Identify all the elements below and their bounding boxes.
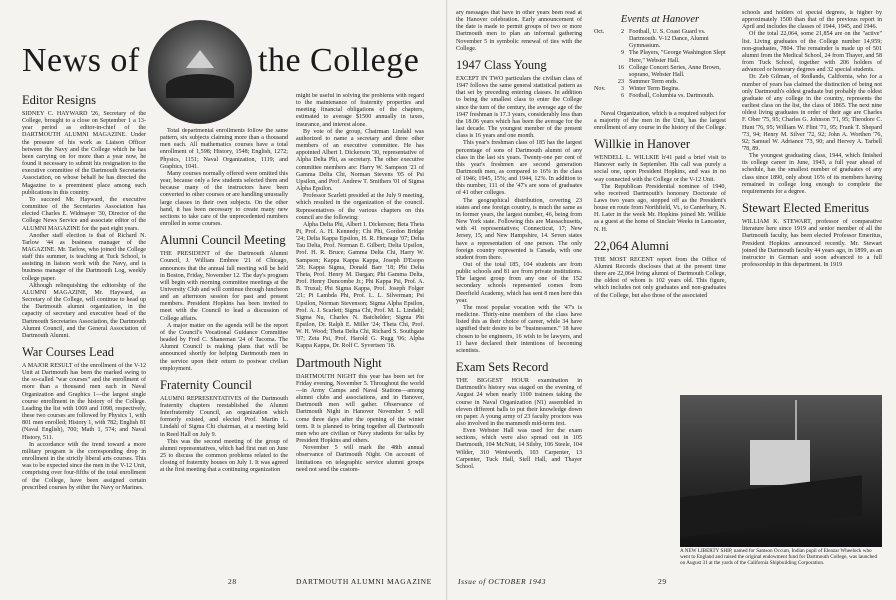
event-text: Football, Columbia vs. Dartmouth. — [629, 93, 715, 100]
left-magazine-name: DARTMOUTH ALUMNI MAGAZINE — [296, 577, 432, 586]
emeritus-p1: WILLIAM K. STEWART, professor of comparative literature here since 1919 and senior member of all the Dartmouth faculty, has been elected Professor Emeritus, President Hopkins announced recently. Mr. Stewart joined the Dartmouth faculty 44 years ago, in 1899, as an instructor in German and soon advanced to a full professorship in this department. In 1919 — [742, 219, 882, 268]
left-page — [0, 0, 447, 600]
event-text: College Concert Series, Anne Brown, soprano, Webster Hall. — [629, 64, 721, 78]
right-issue-date: Issue of OCTOBER 1943 — [458, 577, 547, 586]
right-column-1 — [456, 10, 582, 585]
photo-caption: A NEW LIBERTY SHIP, named for Samson Occum, Indian pupil of Eleazar Wheelock who went to England and raised the original endowment fund for Dartmouth College, was launched on August 31 at the yards of the California Shipbuilding Corporation. — [680, 548, 878, 566]
class-young-p4: Out of the total 185, 104 students are from public schools and 81 are from private institutions. The largest group from any one of the 152 secondary schools represented comes from Deerfield Academy, which has sent 8 men here this year. — [456, 262, 582, 304]
event-month: Nov. — [594, 86, 606, 93]
event-text: The Players, "George Washington Slept Here," Webster Hall. — [629, 50, 726, 64]
event-day: 16 — [617, 64, 624, 71]
event-text: Summer Term ends. — [629, 79, 679, 86]
event-item — [594, 93, 726, 100]
dartmouth-night-heading: Dartmouth Night — [296, 355, 382, 370]
war-courses-heading: War Courses Lead — [22, 345, 115, 359]
enrollment-p1: Total departmental enrollments follow the same pattern, six subjects claiming more than a thousand men each. All mathematics courses have a total enrollment of 1,598; History, 1548; English, 1272; Physics, 1151; Naval Organization, 1119; and Graphics, 1041. — [160, 128, 288, 170]
editor-resigns-heading: Editor Resigns — [22, 93, 96, 107]
left-column-1 — [22, 93, 146, 583]
fraternity-cont-p3: Professor Scarlett presided at the July 9 meeting, which resulted in the organization of the council. Representatives of the various chapters on this council are the following: — [296, 193, 424, 221]
event-item — [594, 86, 726, 93]
liberty-ship-photo — [680, 395, 882, 547]
right-page-number: 29 — [658, 577, 667, 586]
event-month: Oct. — [594, 29, 605, 35]
event-day: 23 — [617, 79, 624, 86]
editor-resigns-p4: Although relinquishing the editorship of the ALUMNI MAGAZINE, Mr. Hayward, as Secretary of the College, will continue to head up the Dartmouth alumni organization, in the capacity of secretary and executive head of the Dartmouth Secretaries Association, the Dartmouth Alumni Council, and the General Association of Dartmouth Alumni. — [22, 282, 146, 339]
alumni-cont-p1: schools and holders of special degrees, is higher by approximately 1500 than that of the previous report in April and includes the classes of 1944, 1945, and 1946. — [742, 10, 882, 31]
event-month — [594, 50, 612, 64]
events-heading: Events at Hanover — [620, 14, 700, 25]
class-young-heading: 1947 Class Young — [456, 57, 547, 72]
alumni-count-p1: THE MOST RECENT report from the Office of Alumni Records discloses that at the present time there are 22,064 living alumni of Dartmouth College, the oldest of whom is 102 years old. This figure, which includes not only graduates and non-graduates of the College, but also those of the associated — [594, 256, 726, 299]
willkie-heading: Willkie in Hanover — [594, 137, 690, 152]
alumni-council-p2: A major matter on the agenda will be the report of the Council's Vocational Guidance Committee headed by Fred C. Shaneman '24 of Tacoma. The Alumni Council is making plans that will be announced shortly for helping Dartmouth men in the service upon their return to postwar civilian employment. — [160, 322, 288, 372]
alumni-cont-p4: The youngest graduating class, 1944, which finished its college career in June, 1943, a full year ahead of schedule, has the smallest number of graduates of any class since 1890, only about 16% of its members having remained in college long enough to complete the requirements for a degree. — [742, 153, 882, 195]
event-month — [594, 93, 612, 100]
fraternity-council-p1: ALUMNI REPRESENTATIVES of the Dartmouth fraternity chapters reestablished the Alumni Interfraternity Council, an organization which formerly existed, and elected Prof. Martin L. Lindahl of Sigma Chi chairman, at a meeting held in Reed Hall on July 9. — [160, 395, 288, 438]
event-text: Football, U. S. Coast Guard vs. Dartmouth. V-12 Dance, Alumni Gymnasium. — [629, 29, 709, 50]
event-day: 2 — [620, 29, 624, 35]
fraternity-cont-p2: By vote of the group, Chairman Lindahl was authorized to name a secretary and three other members of an executive committee. He has appointed Albert I. Dickerson '30, representative of Alpha Delta Phi, as secretary. The other executive committee members are: Harry W. Sampson '21 of Gamma Delta Chi, Norman Stevens '05 of Psi Upsilon, and Prof. Andrew T. Smithers '01 of Sigma Alpha Epsilon. — [296, 128, 424, 193]
enrollment-p2: Many courses normally offered were omitted this year, because only a few students selected them and because many of the instructors have been converted to other courses or are handling unusually large classes in their own subjects. On the other hand, it has been necessary to create many new sections to take care of the unprecedented numbers enrolled in some courses. — [160, 170, 288, 228]
alumni-council-heading: Alumni Council Meeting — [160, 233, 286, 248]
class-young-p3: The geographical distribution, covering 23 states and one foreign country, is much the same as in former years, the largest number, 46, being from New York state. Following this are Massachusetts, with 41 representatives; Connecticut, 17; New Jersey, 15; and New Hampshire, 14. Seven states have a representation of one person. The only foreign country represented is Canada, with one student from there. — [456, 197, 582, 261]
willkie-p2: The Republican Presidential nominee of 1940, who received Dartmouth's honorary Doctorate of Laws two years ago, stopped off as the President's house en route from Northfield, Vt., to Canterbury, N. H. Later in the week Mr. Hopkins joined Mr. Willkie as a guest at the home of Sinclair Weeks in Lancaster, N. H. — [594, 183, 726, 233]
event-item — [594, 65, 726, 79]
college-emblem-photo — [148, 20, 252, 124]
event-day: 3 — [620, 86, 624, 93]
emeritus-heading: Stewart Elected Emeritus — [742, 201, 870, 216]
event-text: Winter Term Begins. — [629, 86, 680, 93]
event-item — [594, 79, 726, 86]
naval-note: Naval Organization, which is a required subject for a majority of the men in the Unit, has the largest enrollment of any course in the history of the College. — [594, 110, 726, 131]
left-column-2 — [160, 128, 288, 583]
alumni-cont-p3: Dr. Zeb Gilman, of Redlands, California, who for a number of years has claimed the distinction of being not only Dartmouth's oldest graduate but probably the oldest graduate of any college in the country, represents the earliest class on the list, the class of 1865. The next nine oldest living graduates in order of their age are Charles F. Ober '75, 95; Charles G. Johnson '71, 95; Theodore C. Hunt '76, 95; William W. Flint '71, 95; Frank T. Shepard '73, 94; Henry M. Silver '72, 92; John A. Worthen '76, 92; Samuel W. Adriance '73, 90; and Hervey A. Tarbell '78, 89. — [742, 74, 882, 152]
right-column-3 — [742, 10, 882, 392]
class-young-p2: This year's freshman class of 185 has the largest percentage of sons of Dartmouth alumni of any class in the last six years. Twenty-one per cent of this year's freshmen are second generation Dartmouth men, as compared to 16% in the class of 1946; 1945, 15%; and 1944, 12%. In addition to this number, 111 of the '47's are sons of graduates of 41 other colleges. — [456, 140, 582, 197]
event-day: 6 — [620, 93, 624, 100]
header-title-right: the College — [258, 42, 420, 79]
class-young-p5: The most popular vocation with the '47's is medicine. Thirty-nine members of the class have listed this as their choice of career, while 34 have signified their desire to be "businessmen." 18 have chosen to be engineers, 16 wish to be lawyers, and 11 have declared their intentions of becoming scientists. — [456, 304, 582, 354]
alumni-count-heading: 22,064 Alumni — [594, 238, 670, 253]
header-title-left: News of — [22, 42, 140, 79]
fraternity-cont-p1: might be useful in solving the problems with regard to the maintenance of fraternity properties and meeting financial obligations of the chapters, estimated to average $1500 annually in taxes, insurance, and interest alone. — [296, 93, 424, 128]
editor-resigns-p2: To succeed Mr. Hayward, the executive committee of the Secretaries Association has elected Charles E. Widmayer '30, Director of the College News Service and associate editor of the ALUMNI MAGAZINE for the past eight years. — [22, 196, 146, 232]
class-young-p1: EXCEPT IN TWO particulars the civilian class of 1947 follows the same general statistical pattern as that set by preceding entering classes. In addition to being the smallest class to enter the College since the turn of the century, the average age of the 1947 freshman is 17.3 years, considerably less than the 18.06 years which has been the average for the last decade. The youngest member of the present class is 16 years and one month. — [456, 75, 582, 140]
left-page-number: 28 — [228, 577, 237, 586]
editor-resigns-p3: Another staff election is that of Richard N. Tarlow '44 as business manager of the MAGAZINE. Mr. Tarlow, who joined the College staff this summer, is teaching at Tuck School, is assisting in liaison work with the Navy, and is business manager of the Dartmouth Log, weekly college paper. — [22, 232, 146, 282]
event-month — [594, 79, 612, 86]
exam-record-p1: THE BIGGEST HOUR examination in Dartmouth's history was staged on the evening of August 24 when nearly 1100 trainees taking the course in Naval Organization (N1) assembled in eleven different halls to put their knowledge down on paper. A young army of 23 faculty proctors was also involved in the mammoth mid-term test. — [456, 378, 582, 427]
left-column-3 — [296, 93, 424, 583]
alumni-cont-p2: Of the total 22,064, some 21,854 are on the "active" list. Living graduates of the College number 14,959; non-graduates, 7804. The remainder is made up of 501 alumni from the Medical School, 24 from Thayer, and 58 from Tuck School, together with 206 holders of advanced or honorary degrees and 32 special students. — [742, 31, 882, 74]
event-month — [594, 65, 612, 79]
event-item — [594, 29, 726, 50]
fraternity-council-heading: Fraternity Council — [160, 377, 252, 392]
war-courses-p2: In accordance with the trend toward a more military program is the corresponding drop in enrollment in the strictly liberal arts courses. This was to be expected since the men in the V-12 Unit, comprising over four-fifths of the total enrollment of the College, have been assigned certain prescribed courses by either the Navy or Marines. — [22, 441, 146, 491]
dartmouth-night-p2: November 5 will mark the 48th annual observance of Dartmouth Night. On account of limitations on telegraphic service alumni groups need not send the custom- — [296, 445, 424, 473]
dartmouth-night-p1: DARTMOUTH NIGHT this year has been set for Friday evening, November 5. Throughout the world—in Army Camps and Naval Stations—among alumni clubs and associations, and in Hanover, Dartmouth men will gather. Observance of Dartmouth Night in Hanover November 5 will come three days after the opening of the winter term. It is planned to bring together all Dartmouth men who are civilian or Navy students for talks by President Hopkins and others. — [296, 373, 424, 445]
right-column-2 — [594, 14, 726, 392]
night-cont-p1: ary messages that have in other years been read at the Hanover celebration. Early announcement of the date is made to permit groups of two or more Dartmouth men to plan an informal gathering November 5 in symbolic renewal of ties with the College. — [456, 10, 582, 52]
editor-resigns-p1: SIDNEY C. HAYWARD '26, Secretary of the College, brought to a close on September 1 a 13-year period as editor-in-chief of the DARTMOUTH ALUMNI MAGAZINE. Under the pressure of his work as Liaison Officer between the Navy and the College which he has been carrying on for more than a year now, he found it necessary to submit his resignation to the executive committee of the Dartmouth Secretaries Association, on whose behalf he has directed the Magazine to a preeminent place among such publications in this country. — [22, 111, 146, 196]
willkie-p1: WENDELL L. WILLKIE h'41 paid a brief visit to Hanover early in September. His call was purely a social one, upon President Hopkins, and was in no way connected with the College or the V-12 Unit. — [594, 155, 726, 183]
alumni-council-p1: THE PRESIDENT of the Dartmouth Alumni Council, J. William Embree '21 of Chicago, announces that the annual fall meeting will be held in Boston, Friday, November 12. The day's program will begin with morning committee meetings at the University Club and will continue through luncheon and an afternoon session for past and present members. President Hopkins has been invited to meet with the Council to lead a discussion of College affairs. — [160, 251, 288, 322]
exam-record-p2: Even Webster Hall was used for the exam sections, which were also spread out in 105 Dartmouth, 104 McNutt, 14 Silsby, 106 Steele, 104 Wilder, 310 Wentworth, 103 Carpenter, 13 Carpenter, Tuck Hall, Stell Hall, and Thayer School. — [456, 428, 582, 470]
fraternity-cont-p4: Alpha Delta Phi, Albert I. Dickerson; Beta Theta Pi, Prof. A. H. Kennedy; Chi Phi, Gordon Bridge '24; Delta Kappa Epsilon, H. R. Heneage '07; Delta Tau Delta, Prof. Norman E. Gilbert; Delta Upsilon, Prof. H. R. Bruce; Gamma Delta Chi, Harry W. Sampson; Kappa Kappa Kappa, Joseph D'Esopo '29; Kappa Sigma, Donald Barr '18; Phi Delta Theta, Prof. Henry M. Dargan; Phi Gamma Delta, Prof. Henry Duncombe Jr.; Phi Kappa Psi, Prof. A. B. Truxal; Phi Sigma Kappa, Prof. Joseph Folger '21; Pi Lambda Phi, Prof. L. L. Silverman; Psi Upsilon, Norman Stevenson; Sigma Alpha Epsilon, Prof. A. J. Scarlett; Sigma Chi, Prof. M. L. Lindahl; Sigma Nu, Charles N. Batchelder; Sigma Phi Epsilon, Dr. Ralph E. Miller '24; Theta Chi, Prof. W. H. Wood; Theta Delta Chi, Richard S. Southgate '07; Zeta Psi, Prof. Harold G. Rugg '06; Alpha Kappa Kappa, Dr. Rolf C. Syvertsen '18. — [296, 221, 424, 350]
exam-record-heading: Exam Sets Record — [456, 360, 549, 375]
war-courses-p1: A MAJOR RESULT of the enrollment of the V-12 Unit at Dartmouth has been the marked swing to the so-called "war courses" and the enrollment of more than a thousand men each in Naval Organization and Graphics 1—the largest single course enrollment in the history of the College. Leading the list with 1069 and 1098, respectively, these two courses are followed by Physics 1, with 801 men enrolled; History 1, with 782; English 81 (Naval English), 700; Math 1, 574; and Naval History, 511. — [22, 363, 146, 441]
event-day: 9 — [620, 50, 624, 57]
event-item — [594, 50, 726, 64]
fraternity-council-p2: This was the second meeting of the group of alumni representatives, which had first met on June 25 to discuss the common problems related to the closing of fraternity houses on July 1. It was agreed at the first meeting that a continuing organization — [160, 438, 288, 474]
